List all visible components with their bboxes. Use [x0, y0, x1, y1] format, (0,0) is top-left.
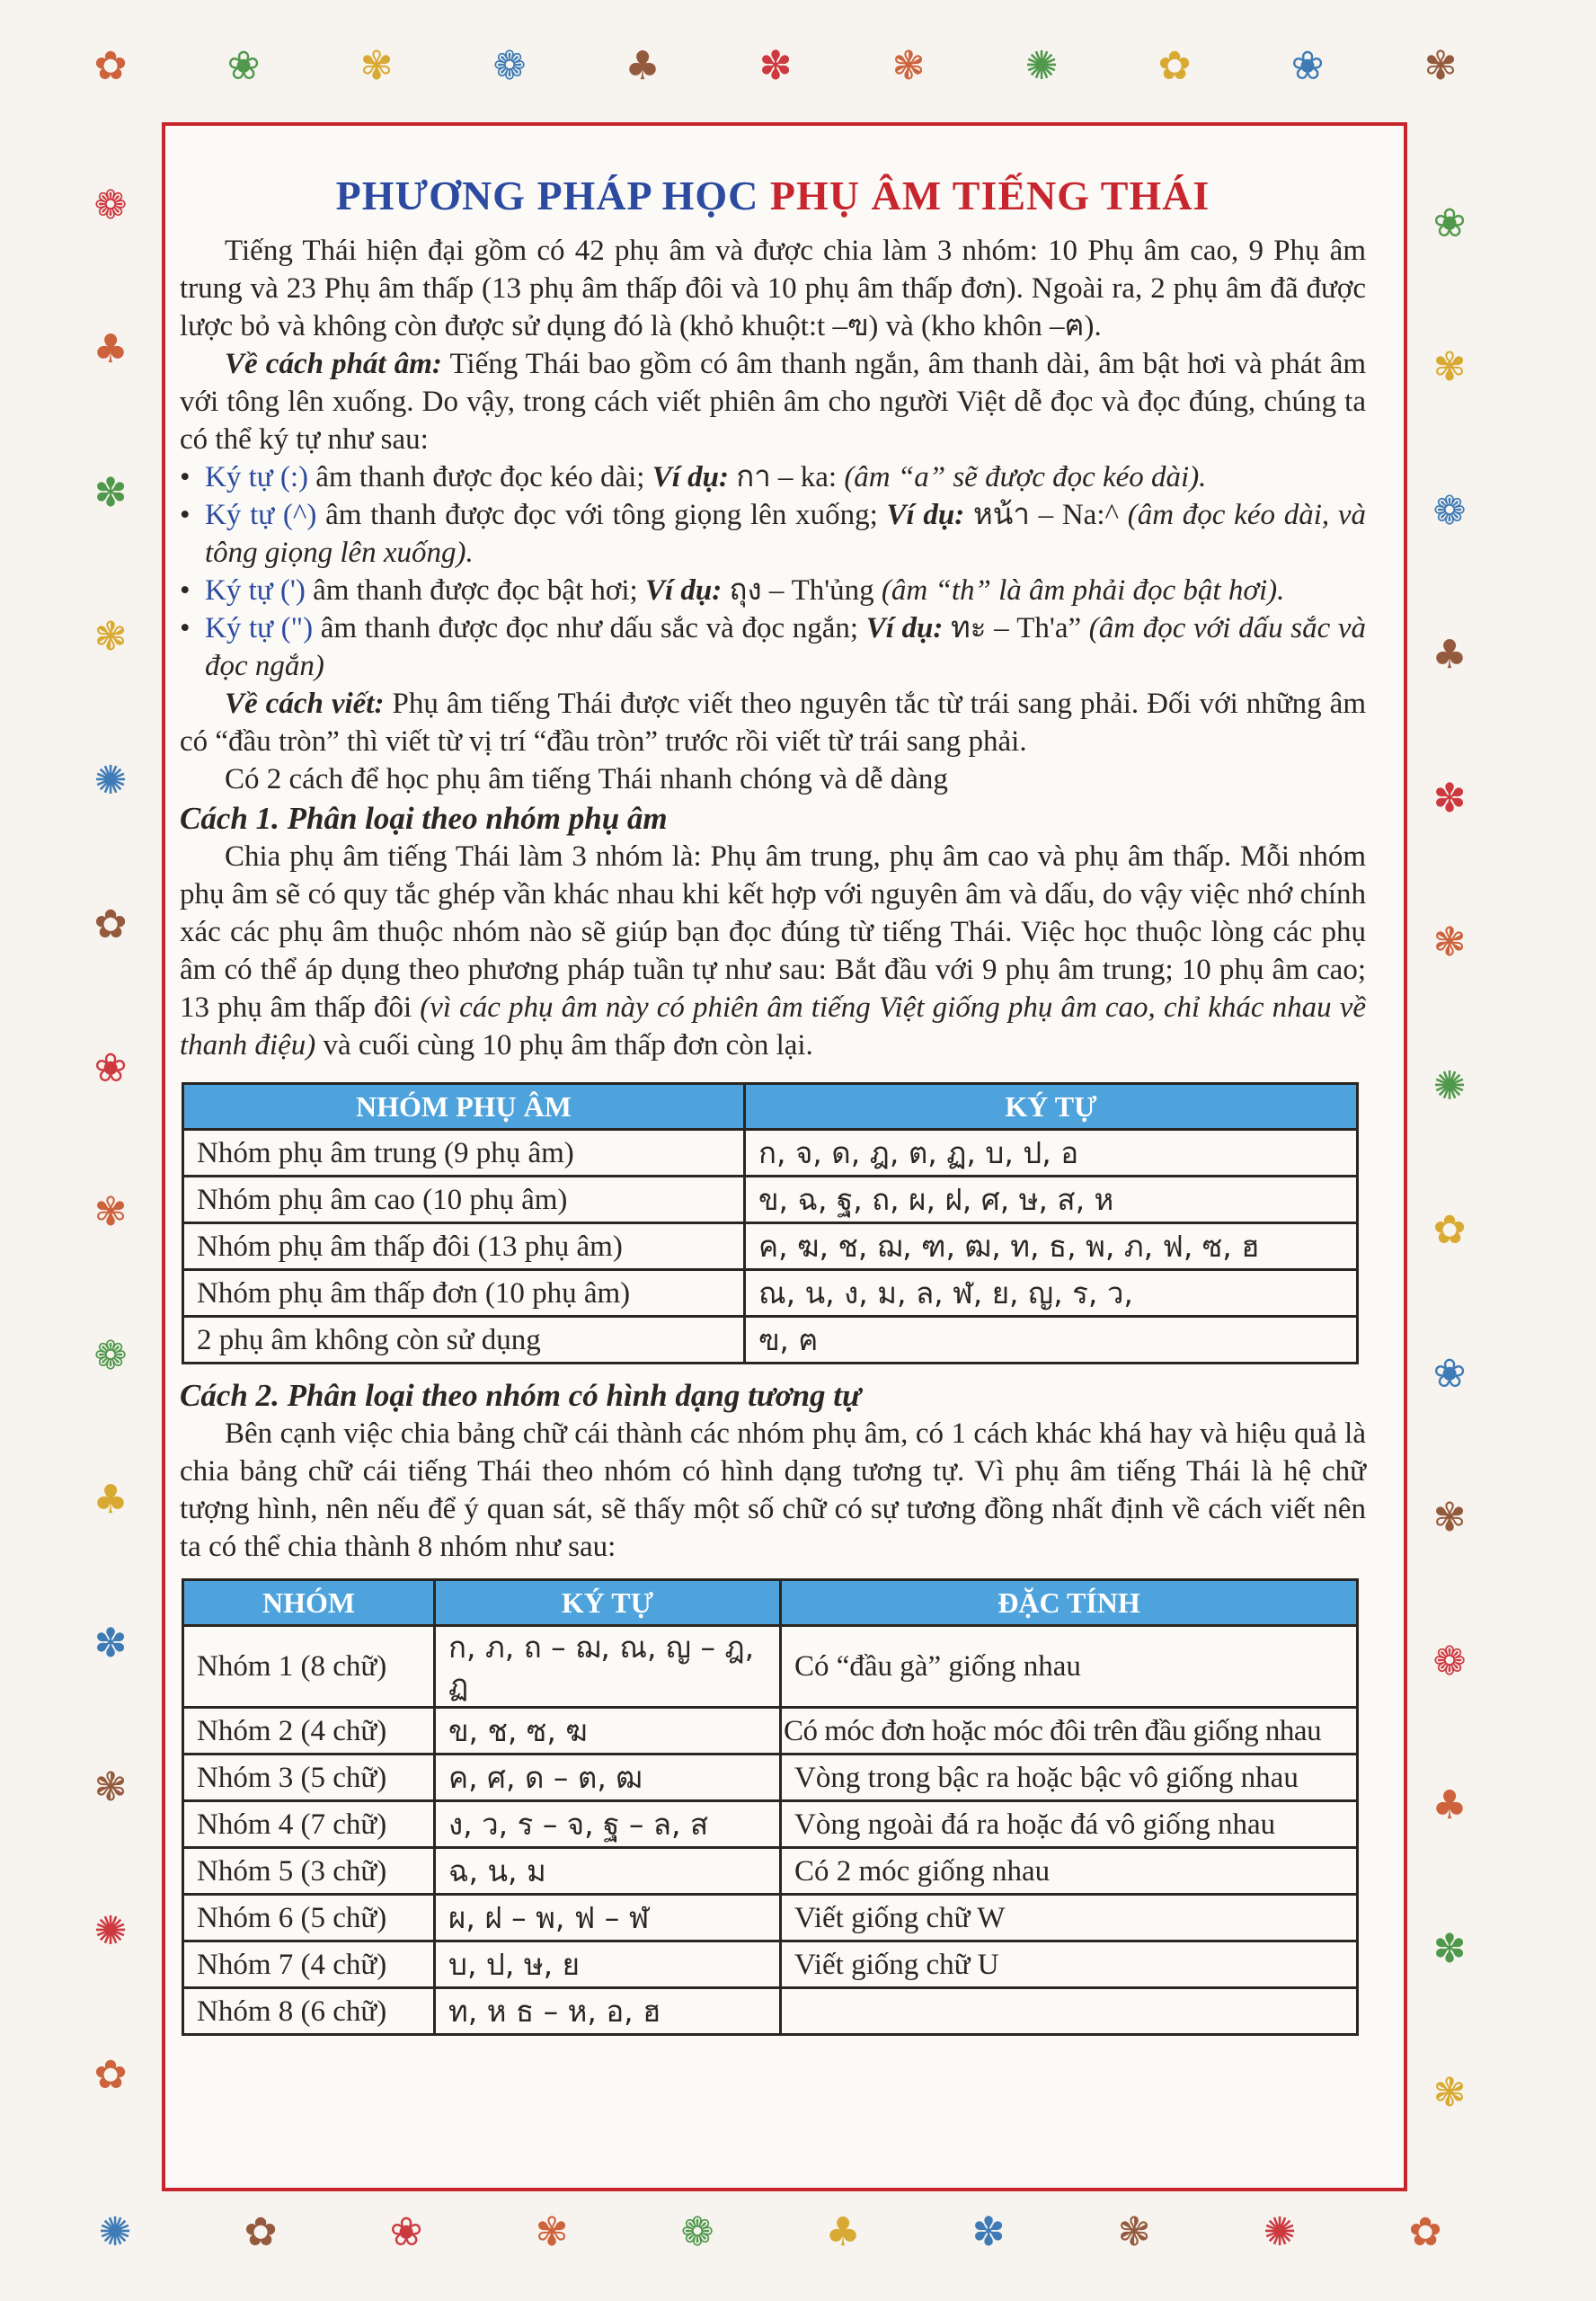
table-cell: Nhóm 8 (6 chữ)	[183, 1988, 435, 2035]
rose-red-icon: ❃	[93, 613, 128, 660]
table-row	[183, 1223, 1358, 1270]
table-cell: Viết giống chữ W	[781, 1895, 1358, 1941]
example-label: Ví dụ:	[652, 461, 729, 493]
example-text: ทะ – Th'a”	[951, 612, 1082, 644]
pronunciation-paragraph	[180, 345, 1366, 458]
mushroom-icon: ❁	[1432, 1638, 1467, 1684]
method1-text: Chia phụ âm tiếng Thái làm 3 nhóm là: Phụ âm trung, phụ âm cao và phụ âm thấp. Mỗi nhóm phụ âm sẽ có quy tắc ghép vần khác nhau khi kết hợp với nguyên âm và dấu, do vậy việc nhớ chính xác các phụ âm thuộc nhóm nào sẽ giúp bạn đọc đúng từ tiếng Thái. Việc học thuộc lòng các phụ âm có thể áp dụng theo phương pháp tuần tự như sau: Bắt đầu với 9 phụ âm trung; 10 phụ âm cao; 13 phụ âm thấp đôi	[180, 840, 1366, 1024]
example-note: (âm đọc với dấu sắc và đọc ngắn)	[205, 612, 1367, 682]
squid-icon: ❀	[389, 2208, 423, 2255]
table-cell: ข, ฉ, ฐ, ถ, ผ, ฝ, ศ, ษ, ส, ห	[745, 1177, 1358, 1223]
table-cell: Nhóm 4 (7 chữ)	[183, 1801, 435, 1848]
pufferfish-icon: ✿	[244, 2208, 278, 2255]
writing-paragraph	[180, 685, 1366, 760]
example-text: หน้า – Na:^	[973, 499, 1119, 531]
example-text: กา – ka:	[736, 461, 838, 493]
crow-icon: ❀	[1432, 200, 1467, 246]
table-cell: ก, จ, ด, ฎ, ต, ฏ, บ, ป, อ	[745, 1130, 1358, 1177]
table-cell: Nhóm phụ âm trung (9 phụ âm)	[183, 1130, 745, 1177]
table-cell: บ, ป, ษ, ย	[435, 1941, 781, 1988]
notation-label: Ký tự (")	[205, 612, 314, 644]
table-row	[183, 1988, 1358, 2035]
lily-icon: ✺	[93, 757, 128, 804]
cow-icon: ✺	[98, 2208, 132, 2255]
method1-heading: Cách 1. Phân loại theo nhóm phụ âm	[180, 801, 668, 836]
table-cell: ง, ว, ร – จ, ฐ – ล, ส	[435, 1801, 781, 1848]
peacock-icon: ✾	[1432, 1494, 1467, 1541]
notation-text: âm thanh được đọc bật hơi;	[313, 574, 638, 607]
table-row	[183, 1895, 1358, 1941]
deer-icon: ✾	[1423, 42, 1458, 89]
zebra-icon: ✾	[93, 1188, 128, 1235]
table-cell: ค, ศ, ด – ต, ฒ	[435, 1755, 781, 1801]
method1-tail: và cuối cùng 10 phụ âm thấp đơn còn lại.	[323, 1029, 813, 1062]
horse-icon: ❃	[891, 42, 926, 89]
table1-header: KÝ TỰ	[745, 1084, 1358, 1130]
table-row	[183, 1755, 1358, 1801]
method1-italic: (vì các phụ âm này có phiên âm tiếng Việt giống phụ âm cao, chỉ khác nhau về thanh điệu)	[180, 991, 1366, 1062]
mouse-icon: ❁	[492, 42, 527, 89]
notation-label: Ký tự (')	[205, 574, 306, 607]
writing-text: Phụ âm tiếng Thái được viết theo nguyên tắc từ trái sang phải. Đối với những âm có “đầu tròn” thì viết từ vị trí “đầu tròn” trước rồi viết từ trái sang phải.	[180, 688, 1366, 758]
swan-icon: ❁	[93, 1332, 128, 1379]
turtle-icon: ✾	[359, 42, 394, 89]
table-row	[183, 1270, 1358, 1317]
duck-icon: ✽	[1432, 1925, 1467, 1972]
title-part-1: PHƯƠNG PHÁP HỌC	[335, 173, 759, 218]
method2-paragraph: Bên cạnh việc chia bảng chữ cái thành các nhóm phụ âm, có 1 cách khác khá hay và hiệu quả là chia bảng chữ cái tiếng Thái theo nhóm có hình dạng tương tự. Vì phụ âm tiếng Thái là hệ chữ tượng hình, nên nếu để ý quan sát, sẽ thấy một số chữ có sự tương đồng nhất định về cách viết nên ta có thể chia thành 8 nhóm như sau:	[180, 1417, 1366, 1563]
table-cell: Nhóm 2 (4 chữ)	[183, 1708, 435, 1755]
table-cell: ก, ภ, ถ – ฌ, ณ, ญ – ฎ, ฏ	[435, 1626, 781, 1708]
table-cell: Vòng ngoài đá ra hoặc đá vô giống nhau	[781, 1801, 1358, 1848]
table-row	[183, 1801, 1358, 1848]
clownfish-icon: ✽	[971, 2208, 1006, 2255]
spider-icon: ✺	[1263, 2208, 1297, 2255]
monkey-icon: ✺	[1024, 42, 1059, 89]
table-cell: Có móc đơn hoặc móc đôi trên đầu giống nhau	[781, 1708, 1358, 1755]
table-cell: Nhóm 5 (3 chữ)	[183, 1848, 435, 1895]
notation-item	[180, 572, 1366, 609]
notation-item	[180, 609, 1366, 685]
notation-label: Ký tự (:)	[205, 461, 309, 493]
table-cell: Viết giống chữ U	[781, 1941, 1358, 1988]
notation-list	[180, 458, 1366, 685]
table-cell: Có 2 móc giống nhau	[781, 1848, 1358, 1895]
dolphin-icon: ♣	[93, 1476, 129, 1523]
pronunciation-text: Tiếng Thái bao gồm có âm thanh ngắn, âm thanh dài, âm bật hơi và phát âm với tông lên xuống. Do vậy, trong cách viết phiên âm cho người Việt dễ đọc và đọc đúng, chúng ta có thể ký tự như sau:	[180, 348, 1367, 456]
table-cell: Vòng trong bậc ra hoặc bậc vô giống nhau	[781, 1755, 1358, 1801]
notation-item	[180, 458, 1366, 496]
table-cell: ณ, น, ง, ม, ล, ฬ, ย, ญ, ร, ว,	[745, 1270, 1358, 1317]
butterfly-icon: ✾	[1432, 343, 1467, 390]
writing-heading: Về cách viết:	[225, 688, 385, 720]
rooster-icon: ✿	[93, 42, 128, 89]
table2-header: ĐẶC TÍNH	[781, 1580, 1358, 1626]
table-row	[183, 1708, 1358, 1755]
table-row	[183, 1626, 1358, 1708]
notation-text: âm thanh được đọc với tông giọng lên xuống;	[325, 499, 878, 531]
table2-header: KÝ TỰ	[435, 1580, 781, 1626]
example-note: (âm đọc kéo dài, và tông giọng lên xuống).	[205, 499, 1367, 569]
table-row	[183, 1177, 1358, 1223]
table-cell: Nhóm phụ âm cao (10 phụ âm)	[183, 1177, 745, 1223]
table-row	[183, 1941, 1358, 1988]
table-cell: Nhóm 1 (8 chữ)	[183, 1626, 435, 1708]
table-row	[183, 1848, 1358, 1895]
table-cell: Nhóm phụ âm thấp đôi (13 phụ âm)	[183, 1223, 745, 1270]
notation-text: âm thanh được đọc như dấu sắc và đọc ngắn;	[320, 612, 859, 644]
table-row	[183, 1317, 1358, 1364]
method2-heading: Cách 2. Phân loại theo nhóm có hình dạng tương tự	[180, 1378, 861, 1413]
bird-nest-icon: ❀	[1432, 1350, 1467, 1397]
example-text: ถุง – Th'ủng	[729, 574, 874, 607]
two-ways-line: Có 2 cách để học phụ âm tiếng Thái nhanh chóng và dễ dàng	[225, 763, 948, 795]
lotus-icon: ♣	[93, 325, 129, 372]
shape-groups-table	[182, 1578, 1359, 2036]
snail-icon: ❃	[1117, 2208, 1151, 2255]
parrot-icon: ✿	[1432, 1206, 1467, 1253]
table-cell	[781, 1988, 1358, 2035]
carnation-icon: ❁	[93, 182, 128, 228]
cricket-icon: ❁	[1432, 487, 1467, 534]
intro-paragraph: Tiếng Thái hiện đại gồm có 42 phụ âm và được chia làm 3 nhóm: 10 Phụ âm cao, 9 Phụ âm trung và 23 Phụ âm thấp (13 phụ âm thấp đôi và 10 phụ âm thấp đơn). Ngoài ra, 2 phụ âm đã được lược bỏ và không còn được sử dụng đó là (khỏ khuột:t –ฃ) và (kho khôn –ฅ).	[180, 235, 1366, 342]
page-content	[180, 171, 1366, 2048]
cat-icon: ❃	[1432, 919, 1467, 965]
table2-header: NHÓM	[183, 1580, 435, 1626]
panda-icon: ✿	[93, 2051, 128, 2098]
table-cell: Nhóm 7 (4 chữ)	[183, 1941, 435, 1988]
example-label: Ví dụ:	[644, 574, 723, 607]
table-row	[183, 1130, 1358, 1177]
buffalo-icon: ❀	[226, 42, 261, 89]
jellyfish-icon: ✿	[93, 901, 128, 947]
rabbit-icon: ♣	[1432, 631, 1467, 678]
table-cell: ข, ช, ซ, ฆ	[435, 1708, 781, 1755]
camel-icon: ✿	[1408, 2208, 1442, 2255]
table1-header: NHÓM PHỤ ÂM	[183, 1084, 745, 1130]
example-note: (âm “a” sẽ được đọc kéo dài).	[844, 461, 1207, 493]
notation-label: Ký tự (^)	[205, 499, 317, 531]
lion-icon: ✺	[93, 1907, 128, 1954]
tiger-icon: ✿	[1157, 42, 1192, 89]
notation-text: âm thanh được đọc kéo dài;	[315, 461, 645, 493]
squirrel-icon: ❃	[1432, 2069, 1467, 2116]
pronunciation-heading: Về cách phát âm:	[225, 348, 442, 380]
whale-icon: ✽	[93, 1620, 128, 1666]
donkey-icon: ❃	[93, 1764, 128, 1810]
table-cell: ผ, ฝ – พ, ฟ – ฬ	[435, 1895, 781, 1941]
ladybug-icon: ✽	[1432, 775, 1467, 822]
table-cell: Có “đầu gà” giống nhau	[781, 1626, 1358, 1708]
page-title	[180, 171, 1366, 221]
notation-item	[180, 496, 1366, 572]
table-cell: ฉ, น, ม	[435, 1848, 781, 1895]
eagle-icon: ✺	[1432, 1062, 1467, 1109]
example-label: Ví dụ:	[886, 499, 965, 531]
table-cell: ฃ, ฅ	[745, 1317, 1358, 1364]
fish-icon: ♣	[625, 42, 661, 89]
blue-bird-icon: ♣	[1432, 1781, 1467, 1828]
consonant-groups-table	[182, 1082, 1359, 1364]
table-cell: Nhóm 3 (5 chữ)	[183, 1755, 435, 1801]
table-cell: Nhóm 6 (5 chữ)	[183, 1895, 435, 1941]
table-cell: Nhóm phụ âm thấp đơn (10 phụ âm)	[183, 1270, 745, 1317]
bird-icon: ✽	[758, 42, 793, 89]
shrimp-icon: ❀	[93, 1044, 128, 1091]
clam-icon: ♣	[825, 2208, 861, 2255]
table-cell: ค, ฆ, ช, ฌ, ฑ, ฒ, ท, ธ, พ, ภ, ฟ, ซ, ฮ	[745, 1223, 1358, 1270]
example-note: (âm “th” là âm phải đọc bật hơi).	[881, 574, 1285, 607]
crab-icon: ✾	[535, 2208, 569, 2255]
title-part-2: PHỤ ÂM TIẾNG THÁI	[769, 173, 1210, 218]
example-label: Ví dụ:	[865, 612, 944, 644]
seahorse-icon: ❁	[680, 2208, 714, 2255]
rose-pink-icon: ✽	[93, 469, 128, 516]
method1-paragraph	[180, 838, 1366, 1064]
table-cell: 2 phụ âm không còn sử dụng	[183, 1317, 745, 1364]
owl-icon: ❀	[1290, 42, 1325, 89]
table-cell: ท, ห ธ – ห, อ, ฮ	[435, 1988, 781, 2035]
